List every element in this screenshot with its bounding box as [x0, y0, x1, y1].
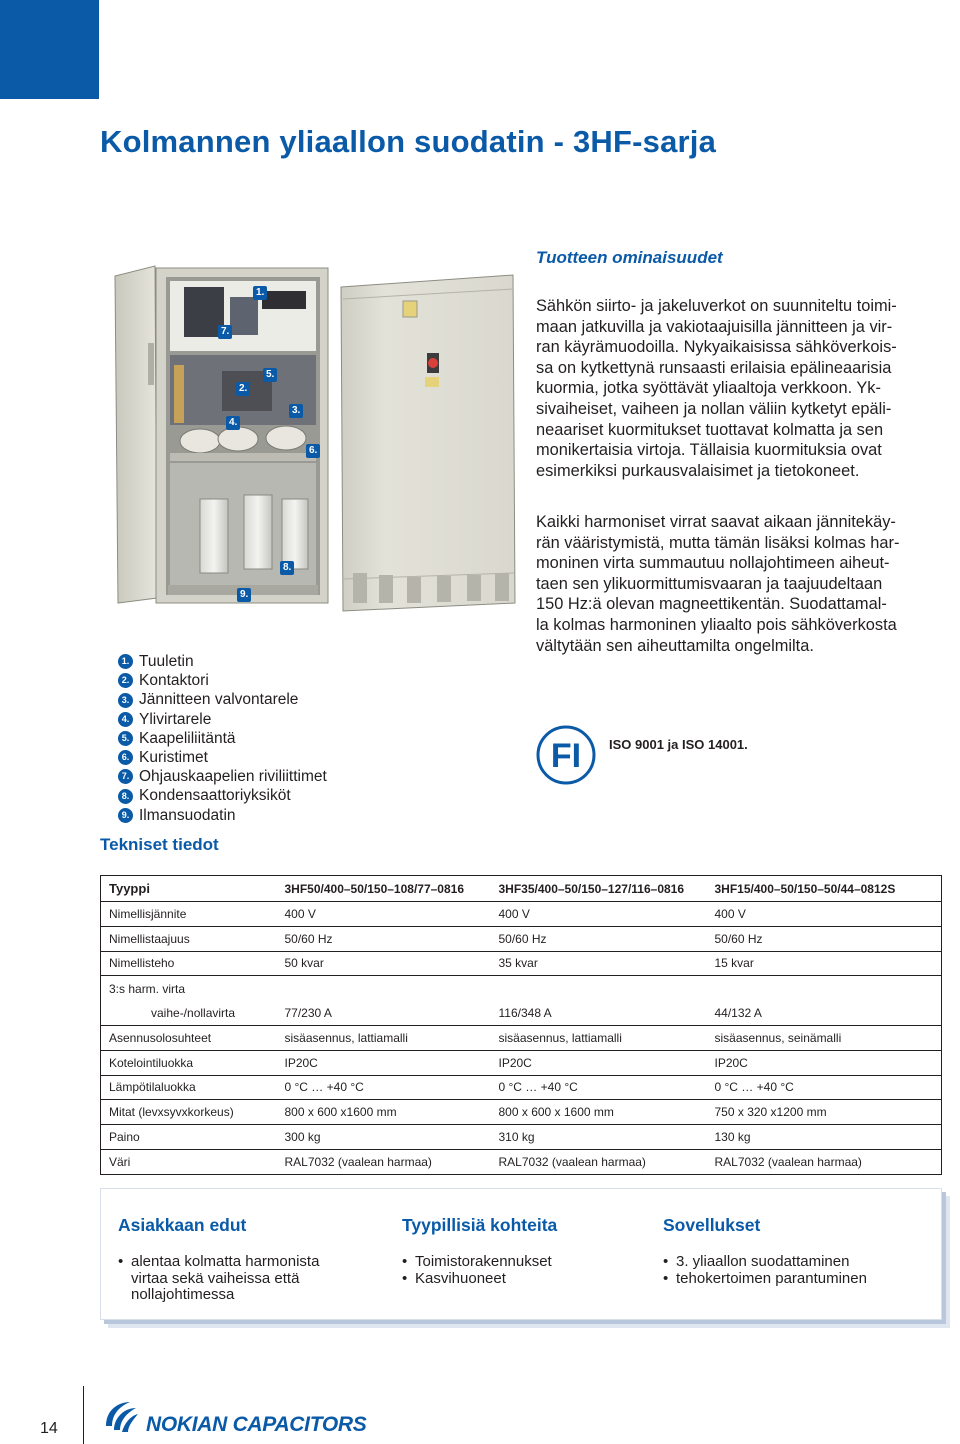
table-cell: 15 kvar: [707, 951, 942, 976]
table-row: [101, 1100, 942, 1125]
brand-name: NOKIAN CAPACITORS: [146, 1413, 367, 1436]
table-row: [101, 1050, 942, 1075]
legend-item: [118, 729, 327, 748]
legend-label: Kondensaattoriyksiköt: [139, 787, 291, 805]
legend-number: 4.: [118, 712, 133, 727]
legend-label: Kontaktori: [139, 672, 209, 690]
row-label: 3:s harm. virta: [101, 976, 277, 1001]
specs-heading: Tekniset tiedot: [100, 835, 219, 854]
table-cell: 116/348 A: [491, 1001, 707, 1026]
legend-number: 6.: [118, 750, 133, 765]
text-line: kuormia, jotka syöttävät yliaaltoja verkkoon. Yk-: [536, 379, 881, 398]
table-cell: 400 V: [491, 902, 707, 927]
legend-label: Kaapeliliitäntä: [139, 729, 236, 747]
text-line: maan jatkuvilla ja vakiotaajuisilla jännitteen ja vir-: [536, 317, 893, 336]
photo-callout-6: 6.: [306, 444, 320, 458]
features-paragraph-2: [536, 512, 920, 656]
table-cell: sisäasennus, lattiamalli: [277, 1025, 491, 1050]
table-cell: 50/60 Hz: [491, 926, 707, 951]
customer-benefits-heading: Asiakkaan edut: [118, 1215, 247, 1235]
row-label: Paino: [101, 1125, 277, 1150]
photo-callout-5: 5.: [263, 368, 277, 382]
row-label: Nimellisteho: [101, 951, 277, 976]
typical-targets-list: [402, 1254, 622, 1287]
table-cell: 800 x 600 x 1600 mm: [491, 1100, 707, 1125]
applications-section: [663, 1215, 923, 1287]
table-cell: sisäasennus, seinämalli: [707, 1025, 942, 1050]
legend-item: [118, 710, 327, 729]
text-line: sa on kytkettynä runsaasti erilaisia epälineaarisia: [536, 358, 892, 377]
page-title: Kolmannen yliaallon suodatin - 3HF-sarja: [100, 124, 717, 159]
table-cell: 50/60 Hz: [277, 926, 491, 951]
list-item: • Toimistorakennukset: [402, 1254, 622, 1271]
table-header-row: [101, 876, 942, 902]
table-cell: 800 x 600 x1600 mm: [277, 1100, 491, 1125]
legend-number: 1.: [118, 654, 133, 669]
text-line: ran käyrämuodoilla. Nykyaikaisissa sähköverkois-: [536, 338, 897, 357]
text-line: taen sen ylikuormittumisvaaran ja taajuudeltaan: [536, 574, 883, 593]
row-label: Kotelointiluokka: [101, 1050, 277, 1075]
table-row: [101, 1125, 942, 1150]
table-cell: IP20C: [277, 1050, 491, 1075]
legend-item: [118, 652, 327, 671]
text-line: Sähkön siirto- ja jakeluverkot on suunniteltu toimi-: [536, 297, 897, 315]
table-row: [101, 951, 942, 976]
photo-callout-9: 9.: [237, 588, 251, 602]
photo-callout-1: 1.: [253, 286, 267, 300]
legend-number: 3.: [118, 693, 133, 708]
text-line: vältytään sen aiheuttamilta ongelmilta.: [536, 636, 814, 655]
text-line: monikertaisia virtoja. Tällaisia kuormituksia ovat: [536, 441, 882, 460]
table-cell: [707, 976, 942, 1001]
header-cell: 3HF35/400–50/150–127/116–0816: [491, 876, 707, 902]
legend-item: [118, 806, 327, 825]
summary-box: [100, 1188, 942, 1320]
row-label: vaihe-/nollavirta: [101, 1001, 277, 1026]
text-line: neaariset kuormitukset tuottavat kolmatta ja sen: [536, 420, 884, 439]
fi-certification-logo: [535, 724, 597, 786]
table-cell: sisäasennus, lattiamalli: [491, 1025, 707, 1050]
text-line: esimerkiksi purkausvalaisimet ja tietokoneet.: [536, 461, 860, 480]
legend-number: 8.: [118, 789, 133, 804]
features-heading: Tuotteen ominaisuudet: [536, 248, 723, 267]
legend-label: Kuristimet: [139, 749, 208, 767]
table-cell: IP20C: [491, 1050, 707, 1075]
table-cell: 0 °C … +40 °C: [277, 1075, 491, 1100]
table-cell: 400 V: [707, 902, 942, 927]
table-row: [101, 976, 942, 1001]
photo-callout-3: 3.: [289, 404, 303, 418]
header-cell: 3HF50/400–50/150–108/77–0816: [277, 876, 491, 902]
row-label: Lämpötilaluokka: [101, 1075, 277, 1100]
customer-benefits-list: [118, 1254, 358, 1304]
open-cabinet-photo: [112, 263, 330, 608]
list-item: • tehokertoimen parantuminen: [663, 1271, 923, 1288]
table-row: [101, 1025, 942, 1050]
legend-label: Tuuletin: [139, 653, 194, 670]
text-line: la kolmas harmoninen yliaalto pois sähköverkosta: [536, 615, 897, 634]
fi-logo-text: FI: [550, 737, 582, 775]
typical-targets-section: [402, 1215, 622, 1287]
legend-number: 9.: [118, 808, 133, 823]
legend-label: Ilmansuodatin: [139, 806, 236, 824]
header-cell: 3HF15/400–50/150–50/44–0812S: [707, 876, 942, 902]
footer-divider: [83, 1386, 84, 1444]
features-paragraph-1: [536, 296, 920, 481]
table-cell: 130 kg: [707, 1125, 942, 1150]
list-item-line: alentaa kolmatta harmonista: [131, 1253, 320, 1270]
applications-heading: Sovellukset: [663, 1215, 761, 1235]
table-cell: 35 kvar: [491, 951, 707, 976]
table-cell: 400 V: [277, 902, 491, 927]
table-cell: 310 kg: [491, 1125, 707, 1150]
table-cell: IP20C: [707, 1050, 942, 1075]
table-cell: [491, 976, 707, 1001]
table-cell: 50/60 Hz: [707, 926, 942, 951]
list-item-line: nollajohtimessa: [131, 1286, 235, 1303]
row-label: Mitat (levxsyvxkorkeus): [101, 1100, 277, 1125]
legend-item: [118, 748, 327, 767]
legend-label: Jännitteen valvontarele: [139, 691, 299, 709]
iso-certification-text: ISO 9001 ja ISO 14001.: [609, 737, 748, 752]
table-row: [101, 926, 942, 951]
text-line: moninen virta summautuu nollajohtimeen aiheut-: [536, 554, 890, 573]
list-item: [118, 1254, 358, 1304]
closed-cabinet-photo: [337, 273, 519, 613]
table-cell: 44/132 A: [707, 1001, 942, 1026]
text-line: Kaikki harmoniset virrat saavat aikaan jännitekäy-: [536, 513, 896, 531]
table-row: [101, 1075, 942, 1100]
customer-benefits-section: [118, 1215, 358, 1304]
table-row: [101, 1149, 942, 1174]
list-item-line: virtaa sekä vaiheissa että: [131, 1269, 300, 1287]
text-line: 150 Hz:ä olevan magneettikentän. Suodattamal-: [536, 595, 887, 614]
table-cell: RAL7032 (vaalean harmaa): [277, 1149, 491, 1174]
table-cell: 0 °C … +40 °C: [491, 1075, 707, 1100]
table-row: [101, 902, 942, 927]
header-cell: Tyyppi: [101, 876, 277, 902]
corner-color-block: [0, 0, 99, 99]
legend-number: 2.: [118, 673, 133, 688]
page-number: 14: [40, 1420, 58, 1437]
row-label: Nimellisjännite: [101, 902, 277, 927]
table-cell: 77/230 A: [277, 1001, 491, 1026]
row-label: Nimellistaajuus: [101, 926, 277, 951]
legend-label: Ylivirtarele: [139, 710, 212, 728]
table-cell: 50 kvar: [277, 951, 491, 976]
legend-item: [118, 767, 327, 786]
legend-number: 7.: [118, 769, 133, 784]
photo-callout-4: 4.: [226, 416, 240, 430]
table-cell: RAL7032 (vaalean harmaa): [707, 1149, 942, 1174]
table-cell: RAL7032 (vaalean harmaa): [491, 1149, 707, 1174]
legend-number: 5.: [118, 731, 133, 746]
nokian-capacitors-logo-icon: [100, 1396, 140, 1436]
table-cell: 0 °C … +40 °C: [707, 1075, 942, 1100]
component-legend: [118, 652, 327, 825]
photo-callout-2: 2.: [236, 382, 250, 396]
table-cell: 750 x 320 x1200 mm: [707, 1100, 942, 1125]
table-cell: [277, 976, 491, 1001]
photo-callout-8: 8.: [280, 561, 294, 575]
typical-targets-heading: Tyypillisiä kohteita: [402, 1215, 558, 1235]
list-item: • Kasvihuoneet: [402, 1271, 622, 1288]
legend-label: Ohjauskaapelien riviliittimet: [139, 768, 327, 786]
spec-table: [100, 875, 942, 1175]
text-line: rän vääristymistä, mutta tämän lisäksi kolmas har-: [536, 533, 900, 552]
photo-callout-7: 7.: [218, 325, 232, 339]
table-row: [101, 1001, 942, 1026]
legend-item: [118, 690, 327, 709]
text-line: sivaiheiset, vaiheen ja nollan väliin kytketyt epäli-: [536, 399, 892, 418]
legend-item: [118, 786, 327, 805]
row-label: Väri: [101, 1149, 277, 1174]
legend-item: [118, 671, 327, 690]
row-label: Asennusolosuhteet: [101, 1025, 277, 1050]
applications-list: [663, 1254, 923, 1287]
list-item: • 3. yliaallon suodattaminen: [663, 1254, 923, 1271]
table-cell: 300 kg: [277, 1125, 491, 1150]
